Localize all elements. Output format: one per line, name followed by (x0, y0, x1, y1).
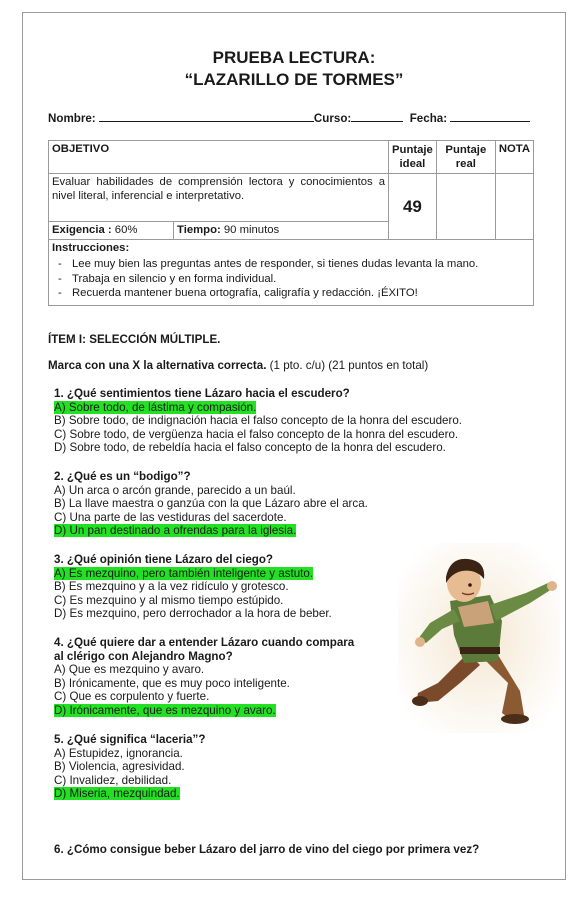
instruccion-item: - Lee muy bien las preguntas antes de responder, si tienes dudas levanta la mano. (52, 257, 530, 272)
tiempo-value: 90 minutos (223, 224, 280, 236)
exigencia-value: 60% (114, 224, 138, 236)
objetivo-header: OBJETIVO (49, 141, 389, 174)
curso-label: Curso: (313, 112, 352, 125)
question-6: 6. ¿Cómo consigue beber Lázaro del jarro de vino del ciego por primera vez? (54, 843, 480, 856)
option-b[interactable]: B) Irónicamente, que es muy poco inteligente. (54, 676, 290, 690)
option-d[interactable]: D) Es mezquino, pero derrochador a la hora de beber. (54, 607, 332, 620)
question-text-line2: al clérigo con Alejandro Magno? (54, 649, 233, 663)
puntaje-real-cell[interactable] (436, 174, 495, 240)
curso-field[interactable] (351, 110, 403, 122)
instruccion-item: - Recuerda mantener buena ortografía, caligrafía y redacción. ¡ÉXITO! (52, 286, 530, 301)
question-2 (54, 470, 368, 538)
option-c[interactable]: C) Es mezquino y al mismo tiempo estúpido. (54, 593, 284, 607)
correct-option-highlight: D) Un pan destinado a ofrendas para la iglesia. (54, 524, 297, 537)
option-c[interactable]: C) Invalidez, debilidad. (54, 773, 172, 787)
lazarillo-illustration (398, 543, 560, 733)
page-title: PRUEBA LECTURA: (212, 48, 376, 67)
option-a[interactable]: A) Estupidez, ignorancia. (54, 746, 183, 760)
instrucciones-label: Instrucciones: (52, 242, 130, 254)
puntaje-real-header: Puntaje real (436, 141, 495, 174)
instruction-rest: (1 pto. c/u) (21 puntos en total) (266, 359, 429, 372)
option-a[interactable] (54, 401, 462, 415)
option-c[interactable]: C) Sobre todo, de vergüenza hacia el falso concepto de la honra del escudero. (54, 427, 459, 441)
page-subtitle: “LAZARILLO DE TORMES” (184, 70, 404, 89)
section-instruction (48, 359, 428, 372)
option-d[interactable] (54, 524, 368, 538)
correct-option-highlight: D) Miseria, mezquindad. (54, 787, 180, 800)
option-d[interactable]: D) Sobre todo, de rebeldía hacia el falso concepto de la honra del escudero. (54, 441, 446, 454)
option-b[interactable]: B) Es mezquino y a la vez ridículo y grotesco. (54, 580, 289, 593)
question-text-line1: 4. ¿Qué quiere dar a entender Lázaro cuando compara (54, 636, 355, 649)
info-table (48, 140, 534, 306)
question-text: 1. ¿Qué sentimientos tiene Lázaro hacia el escudero? (54, 387, 350, 400)
instruction-bold: Marca con una X la alternativa correcta. (48, 359, 267, 372)
puntaje-ideal-header: Puntaje ideal (389, 141, 437, 174)
option-a[interactable]: A) Un arca o arcón grande, parecido a un baúl. (54, 483, 296, 497)
question-4 (54, 636, 354, 717)
exigencia-cell (49, 222, 174, 240)
instrucciones-cell (49, 240, 534, 306)
option-d[interactable] (54, 704, 354, 718)
tiempo-label: Tiempo: (177, 224, 221, 236)
question-text: 2. ¿Qué es un “bodigo”? (54, 470, 191, 483)
question-5 (54, 733, 205, 801)
nombre-field[interactable] (99, 110, 314, 122)
fecha-label: Fecha: (409, 112, 448, 125)
question-3 (54, 553, 332, 621)
item-title: ÍTEM I: SELECCIÓN MÚLTIPLE. (48, 333, 221, 346)
option-c[interactable]: C) Una parte de las vestiduras del sacerdote. (54, 510, 287, 524)
correct-option-highlight: A) Sobre todo, de lástima y compasión. (54, 400, 257, 414)
fecha-field[interactable] (450, 110, 530, 122)
puntaje-ideal-value: 49 (389, 174, 437, 240)
nota-header: NOTA (495, 141, 533, 174)
option-b[interactable]: B) Violencia, agresividad. (54, 760, 185, 773)
student-info-row (48, 110, 530, 125)
option-c[interactable]: C) Que es corpulento y fuerte. (54, 690, 210, 703)
question-text: 5. ¿Qué significa “laceria”? (54, 733, 206, 746)
instrucciones-list (52, 257, 530, 301)
tiempo-cell (174, 222, 389, 240)
nota-cell[interactable] (495, 174, 533, 240)
option-d[interactable] (54, 787, 205, 801)
instruccion-item: - Trabaja en silencio y en forma individual. (52, 272, 530, 287)
correct-option-highlight: A) Es mezquino, pero también inteligente y astuto. (54, 566, 314, 580)
option-a[interactable]: A) Que es mezquino y avaro. (54, 663, 205, 676)
question-1 (54, 387, 462, 455)
question-text: 3. ¿Qué opinión tiene Lázaro del ciego? (54, 553, 274, 566)
nombre-label: Nombre: (48, 112, 96, 125)
exigencia-label: Exigencia : (52, 224, 112, 236)
correct-option-highlight: D) Irónicamente, que es mezquino y avaro. (54, 703, 276, 717)
option-a[interactable] (54, 567, 332, 581)
option-b[interactable]: B) Sobre todo, de indignación hacia el falso concepto de la honra del escudero. (54, 414, 462, 427)
objetivo-text: Evaluar habilidades de comprensión lectora y conocimientos a nivel literal, inferencial e interpretativo. (49, 174, 389, 222)
option-b[interactable]: B) La llave maestra o ganzúa con la que Lázaro abre el arca. (54, 497, 368, 510)
